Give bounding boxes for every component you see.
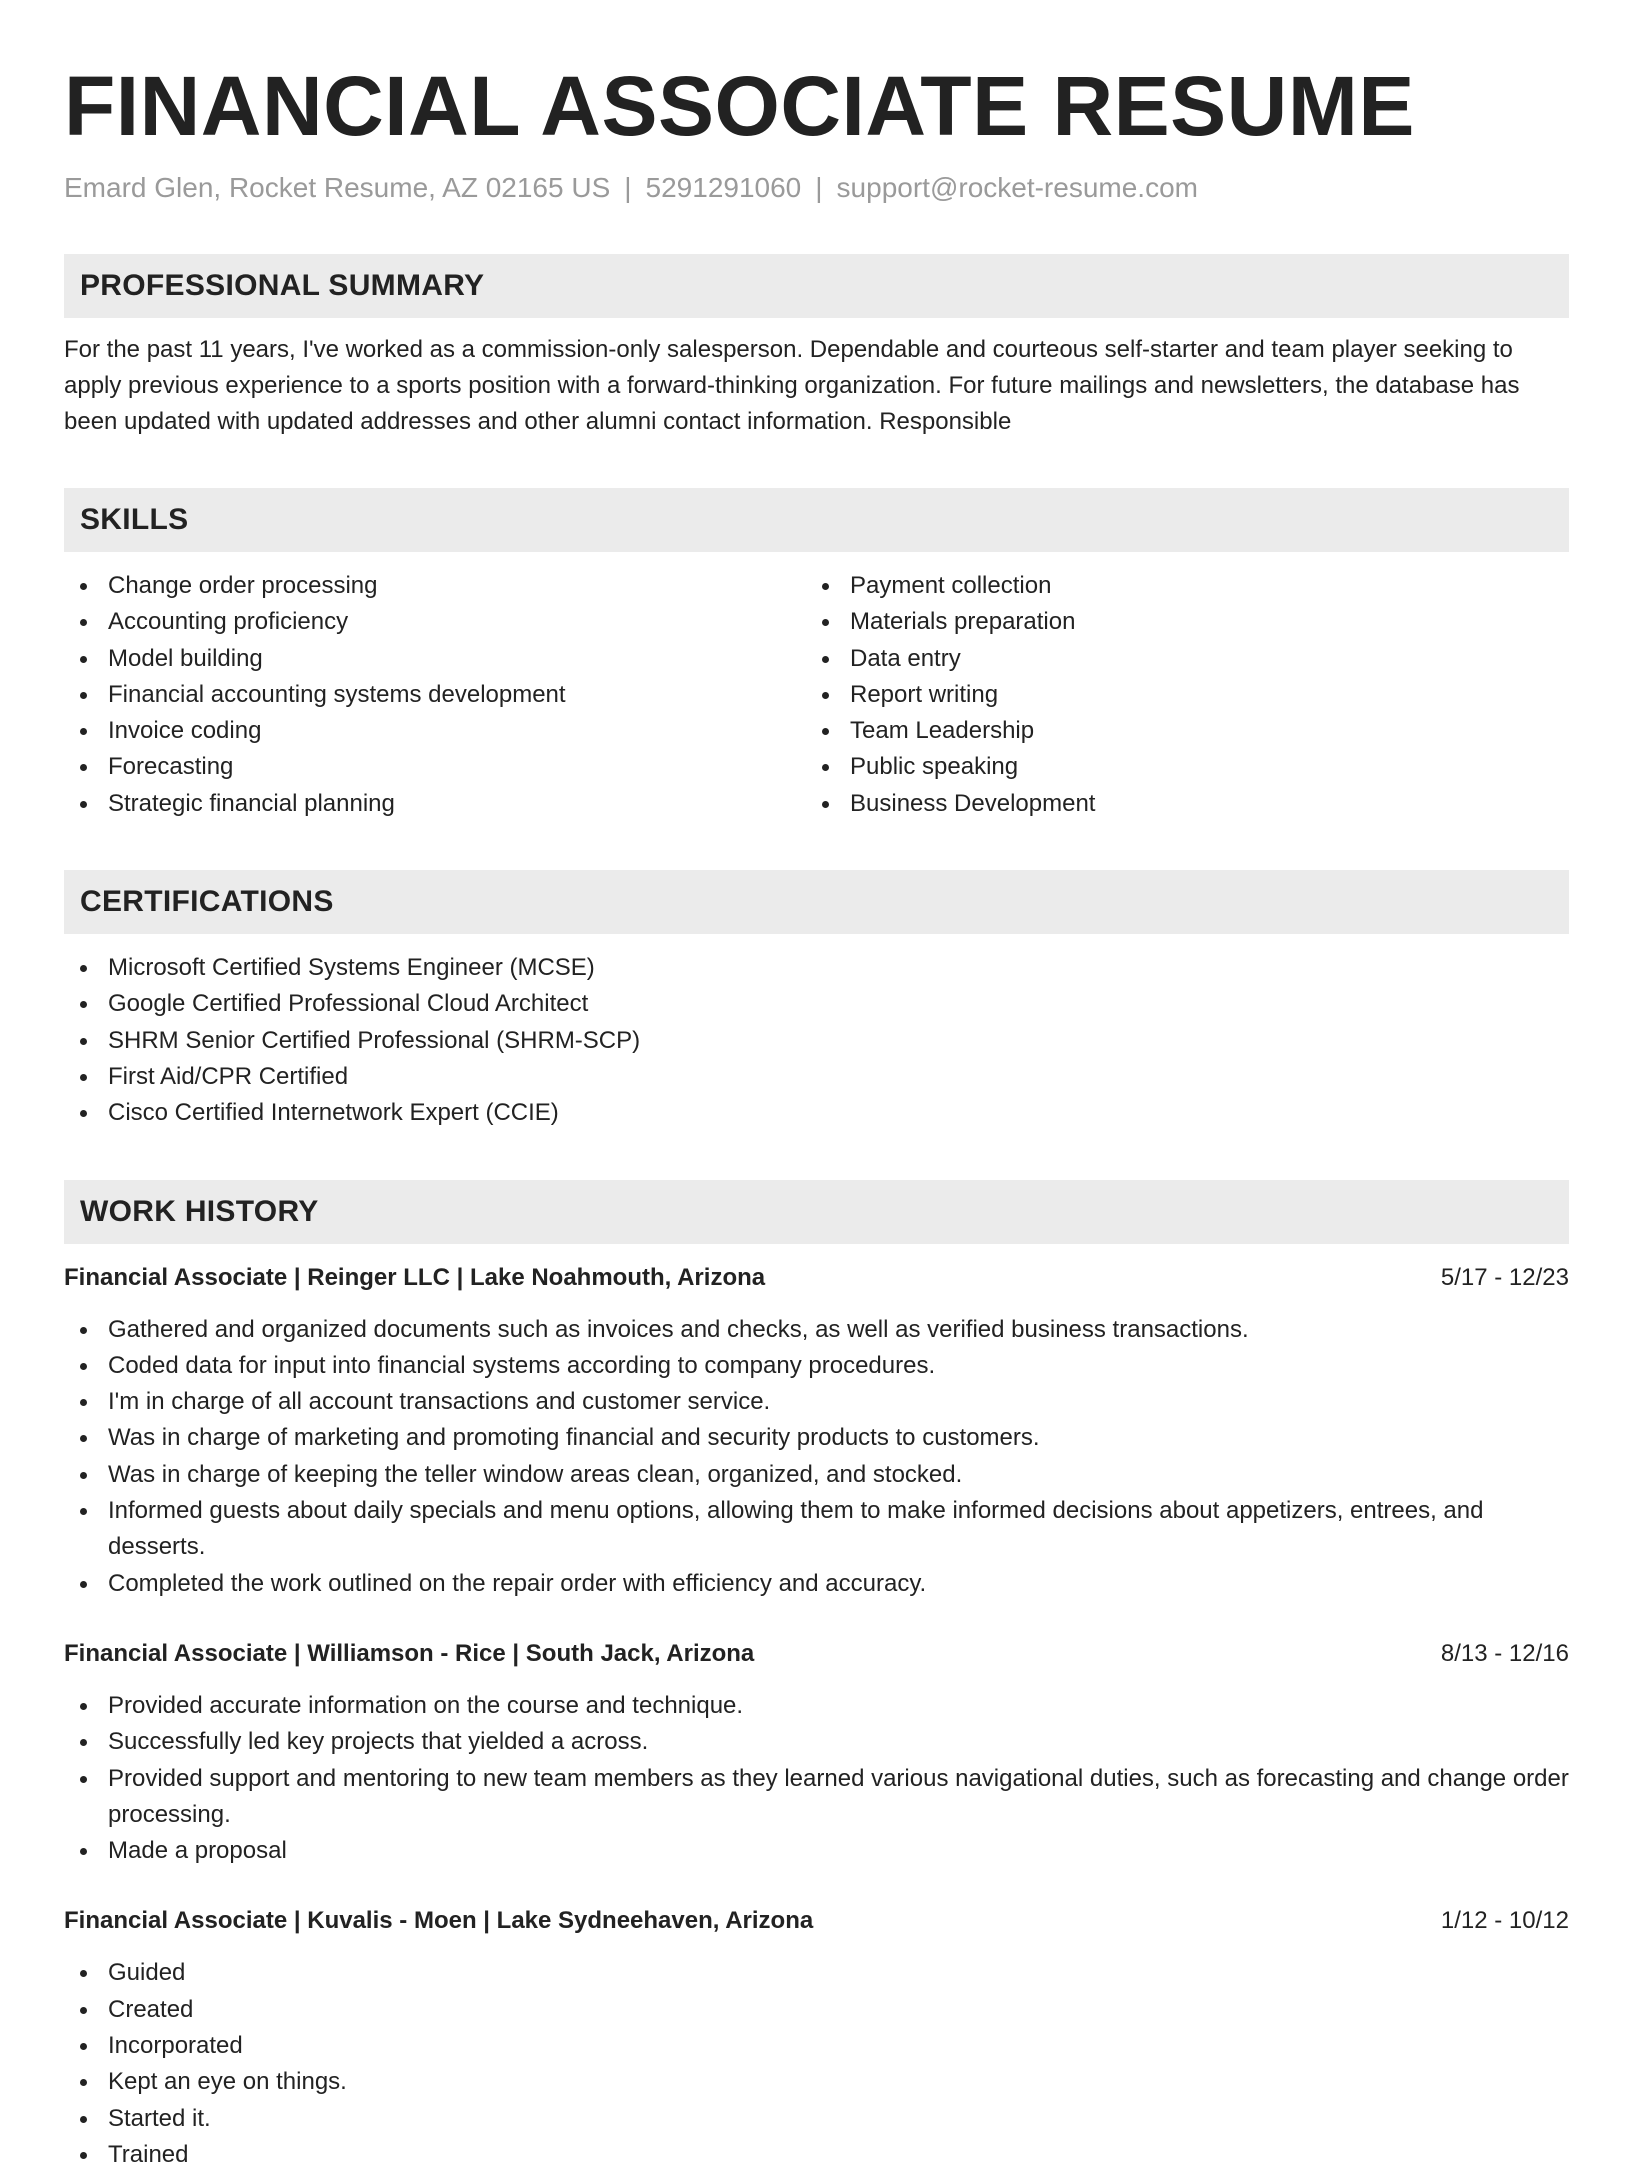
certification-item: Microsoft Certified Systems Engineer (MCSE) — [64, 950, 1569, 986]
job-dates: 1/12 - 10/12 — [1440, 1907, 1569, 1935]
certifications-heading: CERTIFICATIONS — [64, 870, 1569, 934]
skills-list-right — [806, 568, 1095, 822]
job-duty-item: I'm in charge of all account transactions and customer service. — [64, 1384, 1569, 1420]
job-duties-list — [64, 1955, 1569, 2173]
skill-item: Data entry — [806, 641, 1095, 677]
work-history-heading: WORK HISTORY — [64, 1180, 1569, 1244]
skills-heading: SKILLS — [64, 488, 1569, 552]
certification-item: Cisco Certified Internetwork Expert (CCIE) — [64, 1095, 1569, 1131]
job-duty-item: Gathered and organized documents such as invoices and checks, as well as verified business transactions. — [64, 1312, 1569, 1348]
job-duty-item: Started it. — [64, 2101, 1569, 2137]
job-duty-item: Successfully led key projects that yielded a across. — [64, 1724, 1569, 1760]
summary-text: For the past 11 years, I've worked as a commission-only salesperson. Dependable and courteous self-starter and team player seeking to apply previous experience to a sports position with a forward-thinking organization. For future mailings and newsletters, the database has been updated with updated addresses and other alumni contact information. Responsible — [64, 336, 1520, 435]
skill-item: Strategic financial planning — [64, 786, 806, 822]
job-header — [64, 1260, 1569, 1296]
job-duty-item: Completed the work outlined on the repair order with efficiency and accuracy. — [64, 1566, 1569, 1602]
skills-list-left — [64, 568, 806, 822]
job-duties-list — [64, 1688, 1569, 1869]
contact-separator: | — [624, 172, 632, 203]
job-duty-item: Kept an eye on things. — [64, 2064, 1569, 2100]
job-header — [64, 1636, 1569, 1672]
skill-item: Payment collection — [806, 568, 1095, 604]
skill-item: Financial accounting systems development — [64, 677, 806, 713]
job-title: Financial Associate | Kuvalis - Moen | Lake Sydneehaven, Arizona — [64, 1907, 814, 1935]
certification-item: SHRM Senior Certified Professional (SHRM-SCP) — [64, 1023, 1569, 1059]
job-duty-item: Trained — [64, 2137, 1569, 2173]
skill-item: Public speaking — [806, 749, 1095, 785]
job-entry — [64, 1636, 1569, 1869]
certification-item: First Aid/CPR Certified — [64, 1059, 1569, 1095]
job-duty-item: Provided accurate information on the course and technique. — [64, 1688, 1569, 1724]
skill-item: Invoice coding — [64, 713, 806, 749]
summary-heading: PROFESSIONAL SUMMARY — [64, 254, 1569, 318]
contact-email: support@rocket-resume.com — [836, 172, 1198, 203]
certifications-list — [64, 950, 1569, 1131]
job-header — [64, 1903, 1569, 1939]
job-dates: 5/17 - 12/23 — [1440, 1263, 1569, 1291]
contact-phone: 5291291060 — [645, 172, 802, 203]
job-duty-item: Was in charge of marketing and promoting financial and security products to customers. — [64, 1420, 1569, 1456]
resume-title: FINANCIAL ASSOCIATE RESUME — [64, 59, 1415, 153]
skill-item: Model building — [64, 641, 806, 677]
job-entry — [64, 1260, 1569, 1602]
contact-address: Emard Glen, Rocket Resume, AZ 02165 US — [64, 172, 611, 203]
contact-line — [64, 170, 1569, 206]
job-title: Financial Associate | Williamson - Rice | South Jack, Arizona — [64, 1639, 755, 1667]
skill-item: Change order processing — [64, 568, 806, 604]
skill-item: Business Development — [806, 786, 1095, 822]
job-duty-item: Incorporated — [64, 2028, 1569, 2064]
skill-item: Materials preparation — [806, 604, 1095, 640]
job-dates: 8/13 - 12/16 — [1440, 1639, 1569, 1667]
certification-item: Google Certified Professional Cloud Architect — [64, 986, 1569, 1022]
job-duties-list — [64, 1312, 1569, 1602]
contact-separator: | — [815, 172, 823, 203]
skill-item: Report writing — [806, 677, 1095, 713]
job-duty-item: Informed guests about daily specials and menu options, allowing them to make informed decisions about appetizers, entrees, and desserts. — [64, 1493, 1569, 1566]
skill-item: Team Leadership — [806, 713, 1095, 749]
job-duty-item: Coded data for input into financial systems according to company procedures. — [64, 1348, 1569, 1384]
job-duty-item: Was in charge of keeping the teller window areas clean, organized, and stocked. — [64, 1457, 1569, 1493]
skill-item: Accounting proficiency — [64, 604, 806, 640]
job-entry — [64, 1903, 1569, 2173]
job-duty-item: Created — [64, 1992, 1569, 2028]
job-duty-item: Made a proposal — [64, 1833, 1569, 1869]
skill-item: Forecasting — [64, 749, 806, 785]
job-title: Financial Associate | Reinger LLC | Lake Noahmouth, Arizona — [64, 1263, 766, 1291]
job-duty-item: Provided support and mentoring to new team members as they learned various navigational duties, such as forecasting and change order processing. — [64, 1761, 1569, 1834]
job-duty-item: Guided — [64, 1955, 1569, 1991]
skills-columns — [64, 568, 1569, 822]
